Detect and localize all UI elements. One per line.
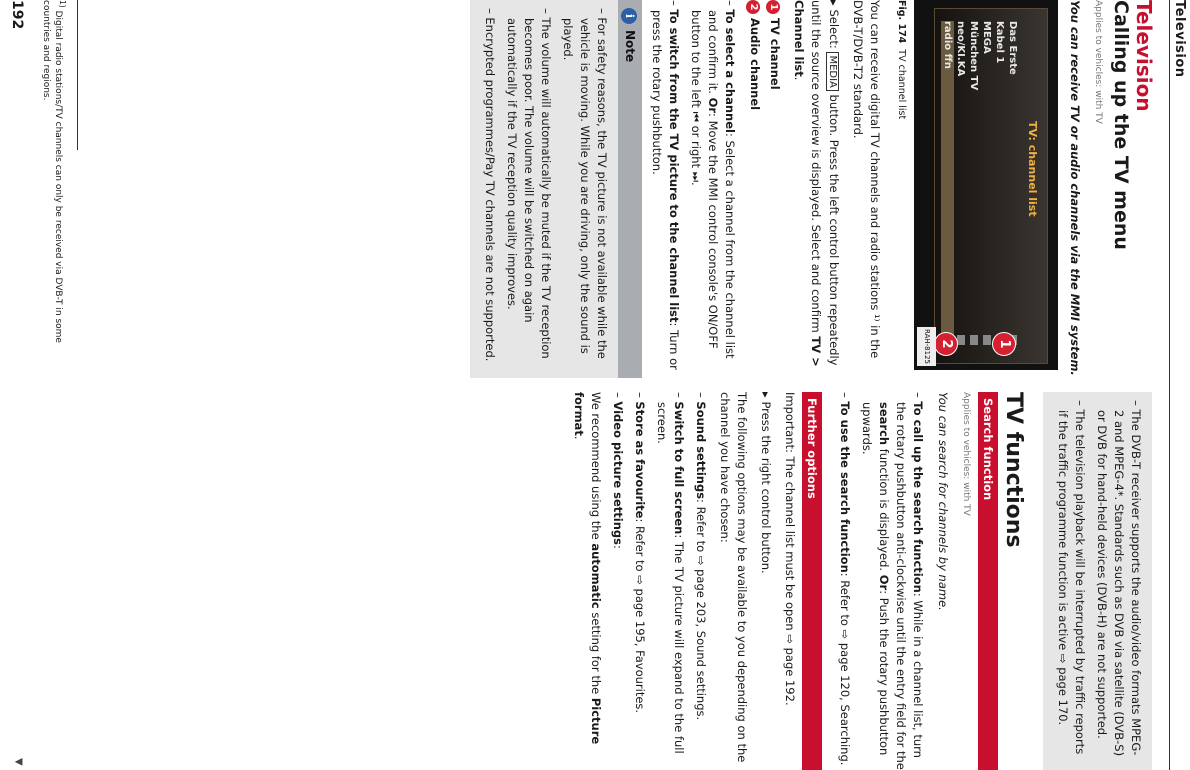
list-text: : Move the MMI control console's ON/OFF button to the left ⏮ or right ⏭.	[689, 10, 720, 349]
intro-text: You can receive TV or audio channels via the MMI system.	[1068, 0, 1082, 376]
list-item: – To switch from the TV picture to the channel list: Turn or press the rotary pushbutton.	[650, 0, 681, 370]
callout-1: 1	[992, 332, 1016, 356]
footnote-mark: 1)	[58, 0, 67, 8]
legend-label: Audio channel	[748, 18, 762, 111]
note-header	[618, 0, 642, 378]
channel-item: neo/KI.KA	[955, 21, 966, 77]
callout-icon: 2	[746, 0, 760, 14]
note-item: – Encrypted programmes/Pay TV channels are not supported.	[483, 8, 497, 362]
list-text: : While in a channel list, turn the rotary pushbutton anti-clockwise until the entry field for the	[894, 402, 925, 770]
legend-item	[746, 0, 763, 378]
note-text: Encrypted programmes/Pay TV channels are not supported.	[483, 17, 497, 362]
channel-item: München TV	[968, 21, 979, 91]
screen-display	[934, 8, 1048, 364]
bold-term: automatic	[589, 543, 603, 609]
list-text: : The TV picture will expand to the full screen.	[655, 402, 686, 754]
channel-list	[941, 21, 1019, 351]
list-item: – To call up the search function: While in a channel list, turn the rotary pushbutton anti-clockwise until the entry field for the search function is displayed. Or: Push the rotary pushbutton upwards.	[860, 392, 925, 770]
list-item: – Switch to full screen: The TV picture will expand to the full screen.	[655, 392, 686, 754]
bold-term: Sound settings	[694, 401, 708, 500]
note-text: For safety reasons, the TV picture is not available while the vehicle is moving. While you are driving, only the sound is played.	[561, 17, 609, 359]
body-text: .	[572, 435, 586, 440]
callout-icon: 1	[766, 0, 780, 14]
footnote-rule	[77, 0, 78, 150]
subsection-bar: Further options	[802, 392, 822, 770]
step-text: Select:	[827, 9, 841, 53]
section-heading: TV functions	[1001, 392, 1026, 548]
caption-number: Fig. 174	[896, 0, 907, 44]
screen-title: TV: channel list	[1026, 121, 1039, 217]
list-text: : Refer to ⇨ page 203, Sound settings.	[694, 499, 708, 721]
note-item: – For safety reasons, the TV picture is not available while the vehicle is moving. While you are driving, only the sound is played.	[561, 8, 609, 359]
list-text: function is displayed.	[877, 445, 891, 575]
note-text: The television playback will be interrupted by traffic reports if the traffic programme function is active ⇨ page 170.	[1056, 409, 1087, 755]
list-item: – Store as favourite: Refer to ⇨ page 195, Favourites.	[633, 392, 647, 714]
body-text: We recommend using the	[589, 392, 603, 544]
note-body	[1043, 392, 1152, 770]
footnote	[40, 0, 68, 378]
step-marker-icon: ▸	[827, 0, 841, 6]
tv-channel-icon	[983, 335, 991, 345]
media-key-label: MEDIA	[826, 52, 839, 90]
legend-item	[766, 0, 783, 378]
bold-term: To call up the search function	[911, 401, 925, 593]
applies-note: Applies to vehicles: with TV	[961, 392, 971, 516]
callout-2: 2	[934, 332, 958, 356]
right-column	[563, 392, 1152, 770]
figure-tag: RAH-8125	[917, 327, 936, 366]
tv-channel-icon	[957, 335, 965, 345]
bold-term: Store as favourite	[633, 401, 647, 519]
step-text: Press the right control button.	[759, 401, 773, 574]
body-paragraph: The following options may be available to you depending on the channel you have chosen:	[718, 392, 749, 763]
tv-channel-icon	[970, 335, 978, 345]
body-paragraph: You can receive digital TV channels and radio stations ¹⁾ in the DVB-T/DVB-T2 standard.	[851, 0, 882, 359]
section-title: Television	[1132, 0, 1156, 112]
list-text: : Push the rotary pushbutton upwards.	[860, 402, 891, 756]
note-box	[470, 0, 642, 378]
channel-item-selected: radio ffn	[941, 21, 954, 351]
list-item: – To use the search function: Refer to ⇨ page 120, Searching.	[838, 392, 852, 766]
figure-caption	[893, 0, 910, 378]
list-item: – Video picture settings:	[611, 392, 625, 549]
menu-path: TV > Channel list	[792, 0, 823, 367]
left-column	[470, 0, 1156, 378]
footnote-text: Digital radio stations/TV channels can only be received via DVB-T in some countries and regions.	[41, 0, 63, 343]
intro-text: You can search for channels by name.	[936, 392, 950, 611]
bold-term: To select a channel	[723, 9, 737, 133]
step-marker-icon: ▸	[759, 392, 773, 398]
important-note: Important: The channel list must be open ⇨ page 192.	[783, 392, 797, 706]
list-text: : Refer to ⇨ page 120, Searching.	[838, 572, 852, 766]
applies-note: Applies to vehicles: with TV	[1093, 0, 1103, 124]
note-title: Note	[623, 30, 637, 63]
list-text: : Turn or press the rotary pushbutton.	[650, 10, 681, 370]
page-heading: Calling up the TV menu	[1110, 0, 1132, 250]
list-item: – To select a channel: Select a channel from the channel list and confirm it. Or: Move the MMI control console's ON/OFF button to the left ⏮ or right ⏭.	[689, 0, 737, 359]
list-text: : Select a channel from the channel list and confirm it.	[706, 10, 737, 359]
bold-term: search	[877, 402, 891, 446]
bold-term: Or	[706, 97, 720, 114]
procedure-step	[757, 392, 774, 770]
list-item: – Sound settings: Refer to ⇨ page 203, Sound settings.	[694, 392, 708, 721]
step-text: button. Press the left control button repeatedly until the source overview is displayed. Select and confirm	[809, 0, 841, 366]
note-text: The volume will automatically be muted if the TV reception becomes poor. The volume will be switched on again automatically if the TV reception quality improves.	[505, 17, 553, 359]
running-header: Television	[1172, 0, 1187, 78]
note-item: – The DVB-T receiver supports the audio/video formats MPEG-2 and MPEG-4*. Standards such as DVB via satellite (DVB-S) or DVB for hand-held devices (DVB-H) are not supported.	[1095, 400, 1143, 757]
body-text: setting for the	[589, 608, 603, 698]
note-item: – The volume will automatically be muted if the TV reception becomes poor. The volume will be switched on again automatically if the TV reception quality improves.	[505, 8, 553, 359]
header-rule	[1169, 0, 1170, 770]
note-item: – The television playback will be interrupted by traffic reports if the traffic programme function is active ⇨ page 170.	[1056, 400, 1087, 755]
channel-item: MEGA	[981, 21, 992, 54]
page-number: 192	[9, 0, 25, 30]
bold-term: To use the search function	[838, 401, 852, 573]
channel-item: Kabel 1	[994, 21, 1005, 64]
subsection-bar: Search function	[978, 392, 998, 770]
list-text: : Refer to ⇨ page 195, Favourites.	[633, 518, 647, 714]
bold-term: To switch from the TV picture to the channel list	[667, 9, 681, 323]
tv-channel-list-figure	[914, 0, 1058, 370]
note-body	[470, 0, 618, 378]
bold-term: Video picture settings	[611, 401, 625, 545]
caption-text: TV channel list	[896, 49, 907, 120]
continue-arrow-icon: ▼	[13, 758, 24, 766]
list-text: :	[611, 544, 625, 549]
note-text: The DVB-T receiver supports the audio/video formats MPEG-2 and MPEG-4*. Standards such as DVB via satellite (DVB-S) or DVB for hand-held devices (DVB-H) are not supported.	[1095, 409, 1143, 757]
step-text: .	[792, 76, 806, 81]
bold-term: Or	[877, 574, 891, 591]
bold-term: Switch to full screen	[672, 401, 686, 535]
channel-item: Das Erste	[1007, 21, 1018, 75]
note-continuation-box	[1043, 392, 1152, 770]
bold-term: Picture format	[572, 392, 603, 745]
body-paragraph	[570, 392, 604, 770]
info-icon: i	[621, 8, 637, 24]
procedure-step	[790, 0, 842, 378]
legend-label: TV channel	[768, 18, 782, 90]
